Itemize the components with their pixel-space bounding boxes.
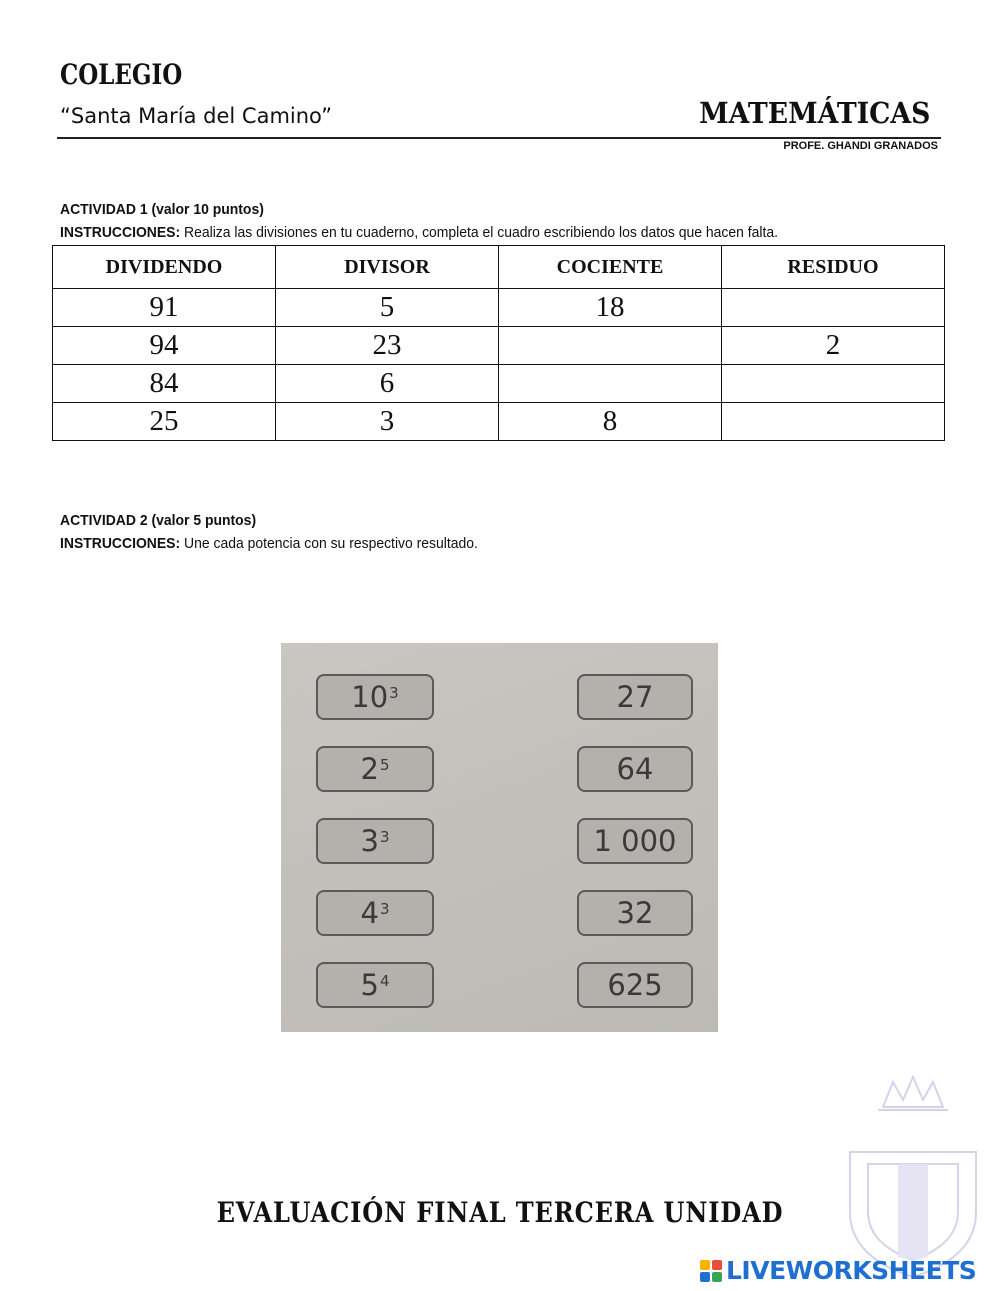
power-base: 5 bbox=[360, 968, 379, 1002]
teacher-name: PROFE. GHANDI GRANADOS bbox=[783, 140, 938, 152]
powers-matching-image bbox=[281, 643, 718, 1032]
power-base: 3 bbox=[360, 824, 379, 858]
header-cociente: COCIENTE bbox=[499, 246, 722, 289]
header-divider bbox=[57, 137, 941, 139]
result-tile[interactable]: 1 000 bbox=[577, 818, 693, 864]
answer-cell-residuo[interactable] bbox=[722, 365, 945, 403]
answer-cell-residuo[interactable] bbox=[722, 403, 945, 441]
power-exponent: 3 bbox=[379, 900, 390, 918]
power-exponent: 3 bbox=[379, 828, 390, 846]
school-label: COLEGIO bbox=[60, 58, 183, 91]
power-base: 4 bbox=[360, 896, 379, 930]
cell-dividendo: 91 bbox=[53, 289, 276, 327]
liveworksheets-brand-text: LIVEWORKSHEETS bbox=[726, 1256, 977, 1285]
activity2-title: ACTIVIDAD 2 (valor 5 puntos) bbox=[60, 512, 257, 529]
power-exponent: 4 bbox=[379, 972, 390, 990]
power-tile[interactable] bbox=[316, 890, 434, 936]
liveworksheets-logo[interactable] bbox=[700, 1256, 976, 1285]
result-tile[interactable]: 64 bbox=[577, 746, 693, 792]
activity1-instructions-text: Realiza las divisiones en tu cuaderno, completa el cuadro escribiendo los datos que hacen falta. bbox=[180, 224, 779, 241]
school-crest-icon bbox=[838, 1072, 988, 1282]
header-residuo: RESIDUO bbox=[722, 246, 945, 289]
header-dividendo: DIVIDENDO bbox=[53, 246, 276, 289]
activity1-instructions bbox=[60, 224, 778, 241]
cell-dividendo: 94 bbox=[53, 327, 276, 365]
cell-dividendo: 84 bbox=[53, 365, 276, 403]
cell-dividendo: 25 bbox=[53, 403, 276, 441]
power-tile[interactable] bbox=[316, 674, 434, 720]
school-name: “Santa María del Camino” bbox=[60, 104, 333, 128]
activity1-instructions-label: INSTRUCCIONES: bbox=[60, 224, 181, 241]
cell-cociente: 8 bbox=[499, 403, 722, 441]
result-tile[interactable]: 27 bbox=[577, 674, 693, 720]
evaluation-title: EVALUACIÓN FINAL TERCERA UNIDAD bbox=[216, 1196, 784, 1229]
power-tile[interactable] bbox=[316, 746, 434, 792]
liveworksheets-grid-icon bbox=[700, 1260, 722, 1282]
cell-divisor: 3 bbox=[276, 403, 499, 441]
cell-cociente: 18 bbox=[499, 289, 722, 327]
answer-cell-residuo[interactable] bbox=[722, 289, 945, 327]
table-row bbox=[53, 327, 945, 365]
cell-divisor: 5 bbox=[276, 289, 499, 327]
table-header-row bbox=[53, 246, 945, 289]
cell-divisor: 6 bbox=[276, 365, 499, 403]
power-exponent: 5 bbox=[379, 756, 390, 774]
table-row bbox=[53, 365, 945, 403]
division-table bbox=[52, 245, 945, 441]
power-tile[interactable] bbox=[316, 818, 434, 864]
answer-cell-cociente[interactable] bbox=[499, 327, 722, 365]
result-tile[interactable]: 625 bbox=[577, 962, 693, 1008]
table-row bbox=[53, 289, 945, 327]
activity1-title: ACTIVIDAD 1 (valor 10 puntos) bbox=[60, 201, 264, 218]
power-exponent: 3 bbox=[389, 684, 399, 702]
cell-divisor: 23 bbox=[276, 327, 499, 365]
activity2-instructions-label: INSTRUCCIONES: bbox=[60, 535, 181, 552]
table-row bbox=[53, 403, 945, 441]
activity2-instructions-text: Une cada potencia con su respectivo resultado. bbox=[180, 535, 478, 552]
subject-title: MATEMÁTICAS bbox=[698, 96, 930, 130]
cell-residuo: 2 bbox=[722, 327, 945, 365]
header-divisor: DIVISOR bbox=[276, 246, 499, 289]
activity2-instructions bbox=[60, 535, 478, 552]
result-tile[interactable]: 32 bbox=[577, 890, 693, 936]
power-base: 2 bbox=[360, 752, 379, 786]
answer-cell-cociente[interactable] bbox=[499, 365, 722, 403]
power-tile[interactable] bbox=[316, 962, 434, 1008]
power-base: 10 bbox=[351, 680, 389, 714]
